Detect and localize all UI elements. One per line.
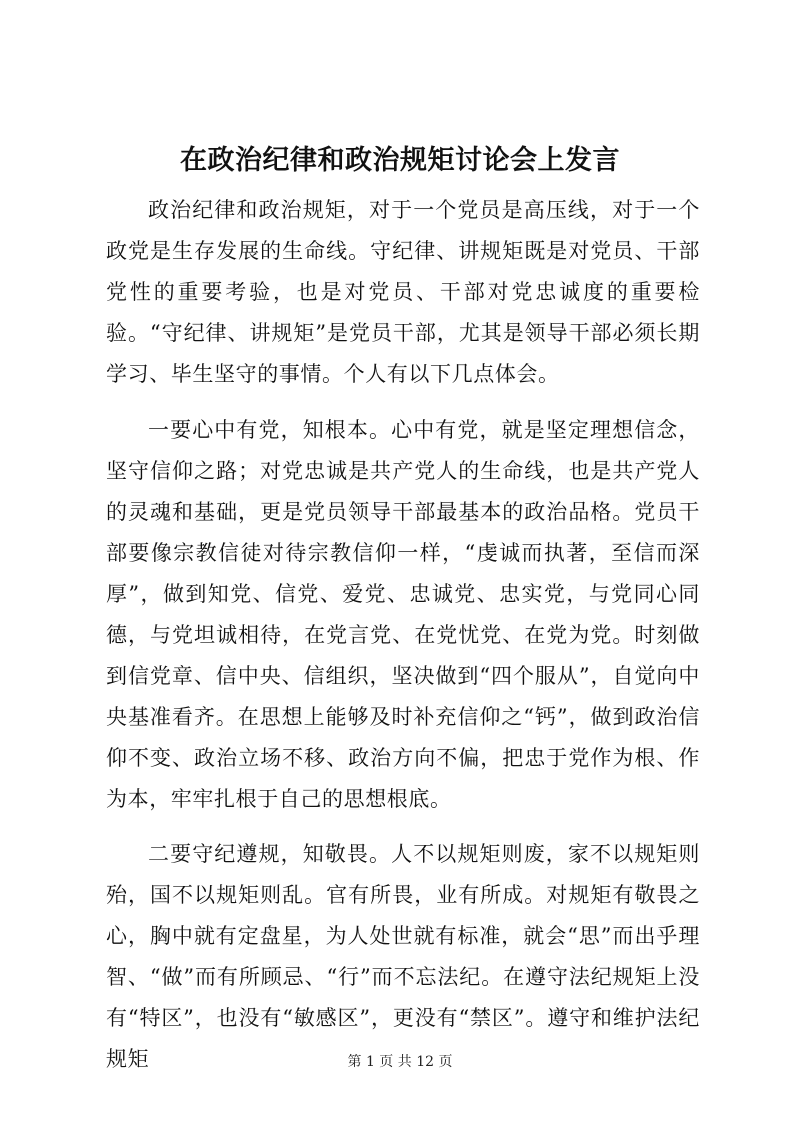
document-body xyxy=(106,190,700,1080)
page-number-footer: 第 1 页 共 12 页 xyxy=(347,1054,453,1070)
paragraph-point-one: 一要心中有党，知根本。心中有党，就是坚定理想信念，坚守信仰之路；对党忠诚是共产党人的生命线，也是共产党人的灵魂和基础，更是党员领导干部最基本的政治品格。党员干部要像宗教信徒对待宗教信仰一样，“虔诚而执著，至信而深厚”，做到知党、信党、爱党、忠诚党、忠实党，与党同心同德，与党坦诚相待，在党言党、在党忧党、在党为党。时刻做到信党章、信中央、信组织，坚决做到“四个服从”，自觉向中央基准看齐。在思想上能够及时补充信仰之“钙”，做到政治信仰不变、政治立场不移、政治方向不偏，把忠于党作为根、作为本，牢牢扎根于自己的思想根底。 xyxy=(106,418,700,811)
document-title: 在政治纪律和政治规矩讨论会上发言 xyxy=(180,145,620,176)
paragraph-intro: 政治纪律和政治规矩，对于一个党员是高压线，对于一个政党是生存发展的生命线。守纪律、讲规矩既是对党员、干部党性的重要考验，也是对党员、干部对党忠诚度的重要检验。“守纪律、讲规矩”是党员干部，尤其是领导干部必须长期学习、毕生坚守的事情。个人有以下几点体会。 xyxy=(106,198,700,386)
paragraph-point-two: 二要守纪遵规，知敬畏。人不以规矩则废，家不以规矩则殆，国不以规矩则乱。官有所畏，业有所成。对规矩有敬畏之心，胸中就有定盘星，为人处世就有标准，就会“思”而出乎理智、“做”而有所顾忌、“行”而不忘法纪。在遵守法纪规矩上没有“特区”，也没有“敏感区”，更没有“禁区”。遵守和维护法纪规矩 xyxy=(106,842,700,1071)
